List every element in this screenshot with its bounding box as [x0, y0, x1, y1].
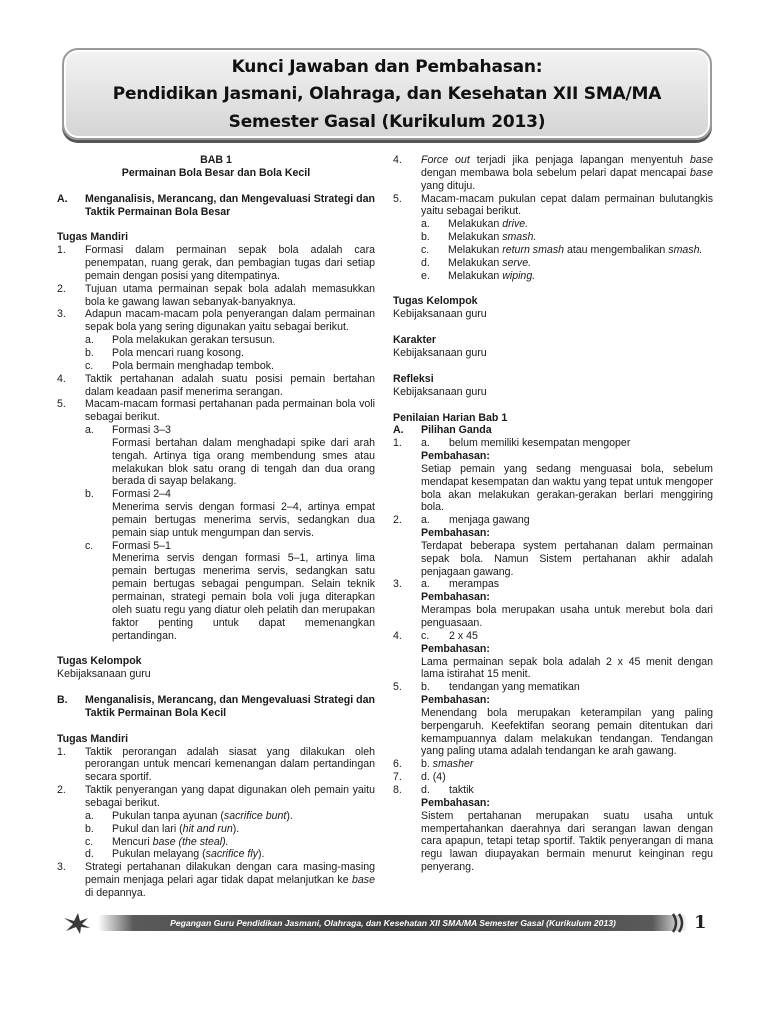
sub-item-description: Formasi bertahan dalam menghadapi spike dari arah tengah. Artinya tiga orang membendung smes atau melakukan blok satu orang di tengah dan dua orang berada di sayap belakang.	[112, 436, 375, 488]
refleksi-text: Kebijaksanaan guru	[393, 385, 487, 398]
answer-item: 1. a. belum memiliki kesempatan mengoper	[393, 437, 631, 450]
pembahasan-label: Pembahasan:	[421, 642, 490, 655]
tugas-kelompok-heading: Tugas Kelompok	[393, 295, 478, 308]
list-item: 3. Strategi pertahanan dilakukan dengan cara masing-masing pemain menjaga pelari agar tidak dapat melanjutkan ke base di depannya.	[57, 861, 375, 899]
pembahasan-text: Terdapat beberapa system pertahanan dalam permainan sepak bola. Namun Sistem pertahanan akhir adalah penjagaan gawang.	[421, 539, 713, 578]
karakter-heading: Karakter	[393, 334, 436, 347]
sub-item-description: Menerima servis dengan formasi 2–4, artinya empat pemain bertugas menerima servis, sedangkan dua pemain siap untuk mengumpan dan servis.	[112, 501, 375, 539]
sub-item: b. Formasi 2–4	[85, 488, 171, 501]
pembahasan-text: Merampas bola merupakan usaha untuk merebut bola dari penguasaan.	[421, 604, 713, 629]
tugas-kelompok-heading: Tugas Kelompok	[57, 655, 142, 668]
chapter-number: BAB 1	[200, 154, 232, 166]
list-item: 5. Macam-macam pukulan cepat dalam permainan bulutangkis yaitu sebagai berikut.	[393, 192, 713, 218]
sub-item-description: Menerima servis dengan formasi 5–1, artinya lima pemain bertugas menerima servis, sedangkan satu pemain bertugas sebagai pengumpan. Selain teknik permainan, strategi pemain bola voli juga diterapkan oleh suatu regu yang diatur oleh pelatih dan merupakan faktor penting untuk dapat memenangkan pertandingan.	[112, 552, 375, 642]
section-a-heading: A. Menganalisis, Merancang, dan Mengevaluasi Strategi dan Taktik Permainan Bola Besar	[57, 192, 375, 218]
pembahasan-label: Pembahasan:	[421, 527, 490, 540]
list-item: 4. Force out terjadi jika penjaga lapangan menyentuh base dengan membawa bola sebelum pelari dapat mencapai base yang dituju.	[393, 154, 714, 192]
answer-item: 6. b. smasher	[393, 758, 474, 771]
list-item: 2. Tujuan utama permainan sepak bola adalah memasukkan bola ke gawang lawan sebanyak-banyaknya.	[57, 282, 375, 308]
penilaian-heading: Penilaian Harian Bab 1	[393, 411, 508, 424]
sub-item: d. Melakukan serve.	[421, 256, 532, 269]
pembahasan-text: Sistem pertahanan merupakan suatu usaha untuk mempertahankan daerahnya dari serangan lawan dengan cara apapun, tetapi tetap sportif. Taktik penyerangan di mana regu lawan diupayakan bermain menurut keinginan regu penyerang.	[421, 809, 713, 874]
right-column	[393, 154, 713, 874]
sub-item: a. Pola melakukan gerakan tersusun.	[85, 334, 276, 347]
page-number: 1	[694, 912, 707, 933]
page-footer	[58, 912, 718, 934]
sub-item: a. Pukulan tanpa ayunan (sacrifice bunt).	[85, 809, 293, 822]
refleksi-heading: Refleksi	[393, 372, 434, 385]
tugas-kelompok-text: Kebijaksanaan guru	[57, 668, 151, 681]
sub-item: c. Mencuri base (the steal).	[85, 835, 229, 848]
tugas-mandiri-heading: Tugas Mandiri	[57, 231, 129, 244]
sub-item: e. Melakukan wiping.	[421, 269, 536, 282]
footer-ornament-left-icon	[58, 912, 98, 934]
sub-item: c. Melakukan return smash atau mengembalikan smash.	[421, 243, 703, 256]
pembahasan-text: Lama permainan sepak bola adalah 2 x 45 menit dengan lama istirahat 15 menit.	[421, 655, 713, 681]
footer-band	[98, 915, 688, 931]
pembahasan-label: Pembahasan:	[421, 591, 490, 604]
header-semester: Semester Gasal (Kurikulum 2013)	[228, 112, 546, 132]
pembahasan-label: Pembahasan:	[421, 796, 490, 809]
list-item: 4. Taktik pertahanan adalah suatu posisi pemain bertahan dalam keadaan pasif menerima serangan.	[57, 372, 375, 398]
answer-item: 5. b. tendangan yang mematikan	[393, 681, 580, 694]
karakter-text: Kebijaksanaan guru	[393, 346, 487, 359]
tugas-mandiri-heading: Tugas Mandiri	[57, 732, 129, 745]
answer-item: 2. a. menjaga gawang	[393, 514, 530, 527]
header-subject: Pendidikan Jasmani, Olahraga, dan Kesehatan XII SMA/MA	[112, 84, 662, 104]
sub-item: b. Melakukan smash.	[421, 231, 537, 244]
list-item: 5. Macam-macam formasi pertahanan pada permainan bola voli sebagai berikut.	[57, 398, 375, 424]
sub-item: c. Formasi 5–1	[85, 539, 171, 552]
sub-item: a. Melakukan drive.	[421, 218, 529, 231]
pilihan-ganda-heading: A. Pilihan Ganda	[393, 424, 492, 437]
sub-item: b. Pola mencari ruang kosong.	[85, 346, 244, 359]
pembahasan-text: Menendang bola merupakan keterampilan yang paling berpengaruh. Keefektifan seorang pemain ditentukan dari kemampuannya dalam melakukan tendangan. Tendangan yang paling utama adalah tendangan ke arah gawang.	[421, 706, 713, 758]
answer-item: 8. d. taktik	[393, 783, 474, 796]
footer-bracket-icon	[670, 912, 692, 934]
answer-item: 7. d. (4)	[393, 771, 446, 784]
list-item: 1. Formasi dalam permainan sepak bola adalah cara penempatan, ruang gerak, dan pembagian tugas dari setiap pemain dengan posisi yang ditempatinya.	[57, 244, 375, 282]
footer-text: Pegangan Guru Pendidikan Jasmani, Olahraga, dan Kesehatan XII SMA/MA Semester Gasal (Kurikulum 2013)	[170, 918, 616, 928]
sub-item: d. Pukulan melayang (sacrifice fly).	[85, 848, 265, 861]
answer-item: 4. c. 2 x 45	[393, 629, 478, 642]
sub-item: a. Formasi 3–3	[85, 424, 171, 437]
header-title: Kunci Jawaban dan Pembahasan:	[231, 57, 543, 77]
sub-item: b. Pukul dan lari (hit and run).	[85, 822, 240, 835]
sub-item: c. Pola bermain menghadap tembok.	[85, 359, 274, 372]
pembahasan-text: Setiap pemain yang sedang menguasai bola, sebelum mendapat kesempatan dan waktu yang tepat untuk mengoper bola akan melakukan gerakan-gerakan berlari menggiring bola.	[421, 462, 713, 514]
section-b-heading: B. Menganalisis, Merancang, dan Mengevaluasi Strategi dan Taktik Permainan Bola Kecil	[57, 694, 375, 719]
left-column	[57, 154, 375, 900]
tugas-kelompok-text: Kebijaksanaan guru	[393, 308, 487, 321]
list-item: 3. Adapun macam-macam pola penyerangan dalam permainan sepak bola yang sering digunakan yaitu sebagai berikut.	[57, 308, 375, 334]
list-item: 2. Taktik penyerangan yang dapat digunakan oleh pemain yaitu sebagai berikut.	[57, 784, 375, 809]
chapter-title: Permainan Bola Besar dan Bola Kecil	[121, 166, 311, 179]
pembahasan-label: Pembahasan:	[421, 450, 490, 463]
list-item: 1. Taktik perorangan adalah siasat yang dilakukan oleh perorangan untuk mencari kemenangan dalam pertandingan secara sportif.	[57, 745, 375, 784]
answer-item: 3. a. merampas	[393, 578, 500, 591]
pembahasan-label: Pembahasan:	[421, 694, 490, 707]
page-header-box	[62, 48, 712, 140]
